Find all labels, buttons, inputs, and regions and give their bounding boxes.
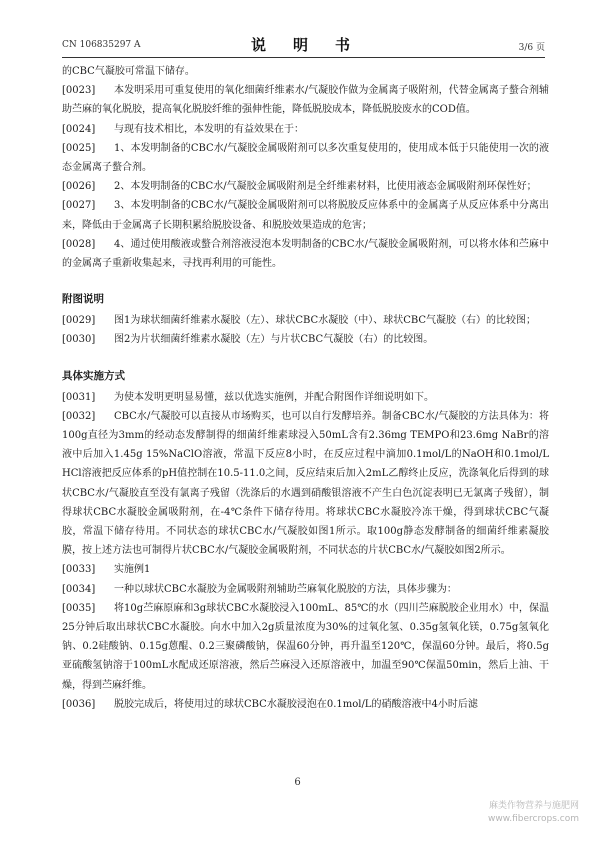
paragraph-number: [0025] — [62, 142, 96, 154]
paragraph-number: [0031] — [62, 391, 96, 403]
paragraph-number: [0030] — [62, 334, 96, 346]
paragraph-0027: [0027] 3、本发明制备的CBC水/气凝胶金属吸附剂可以将脱胶反应体系中的金属离子从反应体系中分离出来，降低由于金属离子长期积累给脱胶设备、和脱胶效果造成的危害； — [62, 196, 549, 234]
paragraph-0026: [0026] 2、本发明制备的CBC水/气凝胶金属吸附剂是全纤维素材料，比使用液态金属吸附剂环保性好； — [62, 177, 549, 196]
page-header — [62, 33, 545, 55]
paragraph-0029: [0029] 图1为球状细菌纤维素水凝胶（左）、球状CBC水凝胶（中）、球状CBC气凝胶（右）的比较图； — [62, 311, 549, 330]
paragraph-0034: [0034] 一种以球状CBC水凝胶为金属吸附剂辅助苎麻氧化脱胶的方法，具体步骤为： — [62, 580, 549, 599]
paragraph-number: [0024] — [62, 123, 96, 135]
section-title-embodiment: 具体实施方式 — [62, 369, 125, 382]
section-title-figures: 附图说明 — [62, 293, 104, 306]
paragraph-0033: [0033] 实施例1 — [62, 560, 549, 579]
paragraph-0023: [0023] 本发明采用可重复使用的氧化细菌纤维素水/气凝胶作做为金属离子吸附剂，代替金属离子螯合剂辅助苎麻的氧化脱胶，提高氧化脱胶纤维的强伸性能，降低脱胶成本，降低脱胶废水的COD值。 — [62, 81, 549, 119]
watermark-url: www.fibercrops.com — [488, 814, 579, 824]
paragraph-0028: [0028] 4、通过使用酸液或螯合剂溶液浸泡本发明制备的CBC水/气凝胶金属吸附剂，可以将水体和苎麻中的金属离子重新收集起来，寻找再利用的可能性。 — [62, 235, 549, 273]
paragraph-continuation: 的CBC气凝胶可常温下储存。 — [62, 66, 195, 77]
paragraph-number: [0028] — [62, 238, 96, 250]
paragraph-number: [0029] — [62, 315, 96, 327]
paragraph-0024: [0024] 与现有技术相比，本发明的有益效果在于： — [62, 120, 549, 139]
paragraph-number: [0034] — [62, 583, 96, 595]
paragraph-number: [0035] — [62, 602, 96, 614]
paragraph-0031: [0031] 为使本发明更明显易懂，兹以优选实施例，并配合附图作详细说明如下。 — [62, 388, 549, 407]
paragraph-0025: [0025] 1、本发明制备的CBC水/气凝胶金属吸附剂可以多次重复使用的，使用成本低于只能使用一次的液态金属离子螯合剂。 — [62, 139, 549, 177]
paragraph-number: [0032] — [62, 410, 96, 422]
paragraph-number: [0033] — [62, 564, 96, 576]
paragraph-0030: [0030] 图2为片状细菌纤维素水凝胶（左）与片状CBC气凝胶（右）的比较图。 — [62, 330, 549, 349]
document-body — [62, 62, 549, 714]
header-divider — [62, 57, 545, 58]
page-info: 3/6 页 — [518, 43, 545, 53]
patent-number: CN 106835297 A — [62, 40, 141, 50]
page-number: 6 — [294, 777, 301, 788]
paragraph-number: [0036] — [62, 698, 96, 710]
paragraph-number: [0026] — [62, 181, 96, 193]
watermark-name: 麻类作物营养与施肥网 — [488, 801, 579, 811]
document-title: 说 明 书 — [250, 36, 356, 54]
paragraph-number: [0027] — [62, 200, 96, 212]
watermark — [488, 800, 579, 826]
paragraph-0036: [0036] 脱胶完成后，将使用过的球状CBC水凝胶浸泡在0.1mol/L的硝酸溶液中4小时后滤 — [62, 695, 549, 714]
paragraph-0035: [0035] 将10g苎麻原麻和3g球状CBC水凝胶浸入100mL、85℃的水（四川苎麻脱胶企业用水）中，保温25分钟后取出球状CBC水凝胶。向水中加入2g质量浓度为30%的过氧化氢、0.35g氢氧化镁，0.75g氢氧化钠、0.2硅酸钠、0.15g蒽醌、0.2三聚磷酸钠，保温60分钟，再升温至120℃，保温60分钟。最后，将0.5g亚硫酸氢钠溶于100mL水配成还原溶液，然后苎麻浸入还原溶液中，加温至90℃保温50min，然后上油、干燥，得到苎麻纤维。 — [62, 599, 549, 695]
paragraph-0032: [0032] CBC水/气凝胶可以直接从市场购买，也可以自行发酵培养。制备CBC水/气凝胶的方法具体为：将100g直径为3mm的经动态发酵制得的细菌纤维素球浸入50mL含有2.36mg TEMPO和23.6mg NaBr的溶液中后加入1.45g 15%NaClO溶液，常温下反应8小时，在反应过程中滴加0.1mol/L的NaOH和0.1mol/L HCl溶液把反应体系的pH值控制在10.5-11.0之间，反应结束后加入2mL乙醇终止反应，洗涤氧化后得到的球状CBC水/气凝胶直至没有氯离子残留（洗涤后的水遇到硝酸银溶液不产生白色沉淀表明已无氯离子残留），制得球状CBC水凝胶金属吸附剂，在-4℃条件下储存待用。将球状CBC水凝胶冷冻干燥，得到球状CBC气凝胶，常温下储存待用。不同状态的球状CBC水/气凝胶如图1所示。取100g静态发酵制备的细菌纤维素凝胶膜，按上述方法也可制得片状CBC水/气凝胶金属吸附剂，不同状态的片状CBC水/气凝胶如图2所示。 — [62, 407, 549, 561]
paragraph-number: [0023] — [62, 85, 96, 97]
